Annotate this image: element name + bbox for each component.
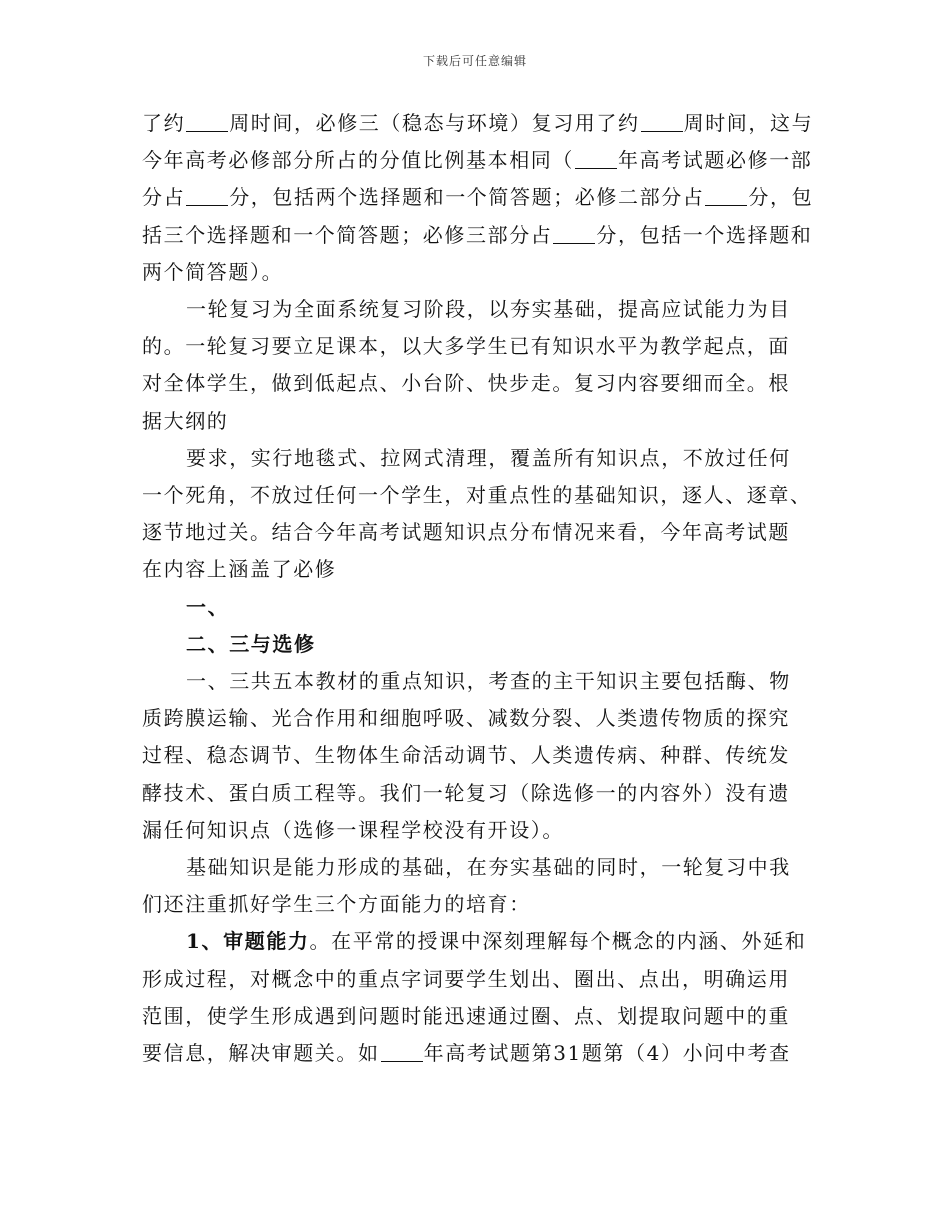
text-span: 分，包括一个选择题和 [596, 222, 813, 247]
text-span: 分，包括两个选择题和一个简答题；必修二部分占 [229, 185, 705, 210]
fill-blank [641, 111, 683, 132]
text-line [142, 1035, 812, 1072]
paragraph-key-knowledge [142, 663, 812, 849]
text-span: 分占 [142, 185, 186, 210]
paragraph-review-time [142, 105, 812, 291]
text-line: 质跨膜运输、光合作用和细胞呼吸、减数分裂、人类遗传物质的探究 [142, 706, 790, 731]
text-line: 过程、稳态调节、生物体生命活动调节、人类遗传病、种群、传统发 [142, 743, 790, 768]
text-line: 据大纲的 [142, 408, 229, 433]
text-line [142, 217, 812, 254]
text-line: 要求，实行地毯式、拉网式清理，覆盖所有知识点，不放过任何 [186, 445, 791, 470]
text-span: 周时间，必修三（稳态与环境）复习用了约 [229, 111, 640, 135]
fill-blank [705, 185, 747, 206]
text-line: 逐节地过关。结合今年高考试题知识点分布情况来看，今年高考试题 [142, 520, 790, 545]
paragraph-first-round-review [142, 291, 812, 440]
text-line: 形成过程，对概念中的重点字词要学生划出、圈出、点出，明确运用 [142, 966, 790, 991]
fill-blank [575, 148, 617, 169]
section-heading-1: 一、 [186, 594, 230, 619]
text-span: 年高考试题第31题第（4）小问中考查 [423, 1041, 791, 1066]
text-span: 括三个选择题和一个简答题；必修三部分占 [142, 222, 553, 247]
fill-blank [381, 1041, 423, 1062]
section-heading-2: 二、三与选修 [186, 631, 316, 656]
text-span: 。在平常的授课中深刻理解每个概念的内涵、外延和 [309, 929, 807, 954]
text-span: 要信息，解决审题关。如 [142, 1041, 380, 1066]
text-line: 一、三共五本教材的重点知识，考查的主干知识主要包括酶、物 [186, 669, 791, 694]
paragraph-requirements [142, 440, 812, 589]
text-line: 一轮复习为全面系统复习阶段，以夯实基础，提高应试能力为目 [186, 297, 791, 322]
text-line: 两个简答题）。 [142, 259, 284, 284]
text-line: 酵技术、蛋白质工程等。我们一轮复习（除选修一的内容外）没有遗 [142, 780, 790, 805]
fill-blank [186, 111, 228, 132]
document-body [142, 105, 812, 1072]
text-line: 在内容上涵盖了必修 [142, 557, 337, 582]
text-line: 们还注重抓好学生三个方面能力的培育： [142, 892, 531, 917]
item-lead: 1、审题能力 [186, 929, 310, 954]
text-span: 年高考试题必修一部 [618, 148, 813, 173]
text-line: 的。一轮复习要立足课本，以大多学生已有知识水平为教学起点，面 [142, 334, 790, 359]
text-line [142, 142, 812, 179]
paragraph-ability-training [142, 849, 812, 923]
text-span: 了约 [142, 111, 186, 135]
text-span: 周时间，这与 [683, 111, 814, 135]
text-line: 一个死角，不放过任何一个学生，对重点性的基础知识，逐人、逐章、 [142, 483, 812, 508]
text-line [142, 105, 812, 142]
page-header: 下载后可任意编辑 [422, 54, 527, 68]
text-span: 分，包 [748, 185, 814, 210]
fill-blank [553, 223, 595, 244]
fill-blank [186, 185, 228, 206]
text-line: 漏任何知识点（选修一课程学校没有开设）。 [142, 817, 564, 842]
text-span: 今年高考必修部分所占的分值比例基本相同（ [142, 148, 574, 173]
text-line: 对全体学生，做到低起点、小台阶、快步走。复习内容要细而全。根 [142, 371, 790, 396]
text-line: 基础知识是能力形成的基础，在夯实基础的同时，一轮复习中我 [186, 855, 791, 880]
paragraph-reading-ability [142, 923, 812, 1072]
text-line: 范围，使学生形成遇到问题时能迅速通过圈、点、划提取问题中的重 [142, 1003, 790, 1028]
text-line [142, 179, 812, 216]
text-line [142, 923, 812, 960]
